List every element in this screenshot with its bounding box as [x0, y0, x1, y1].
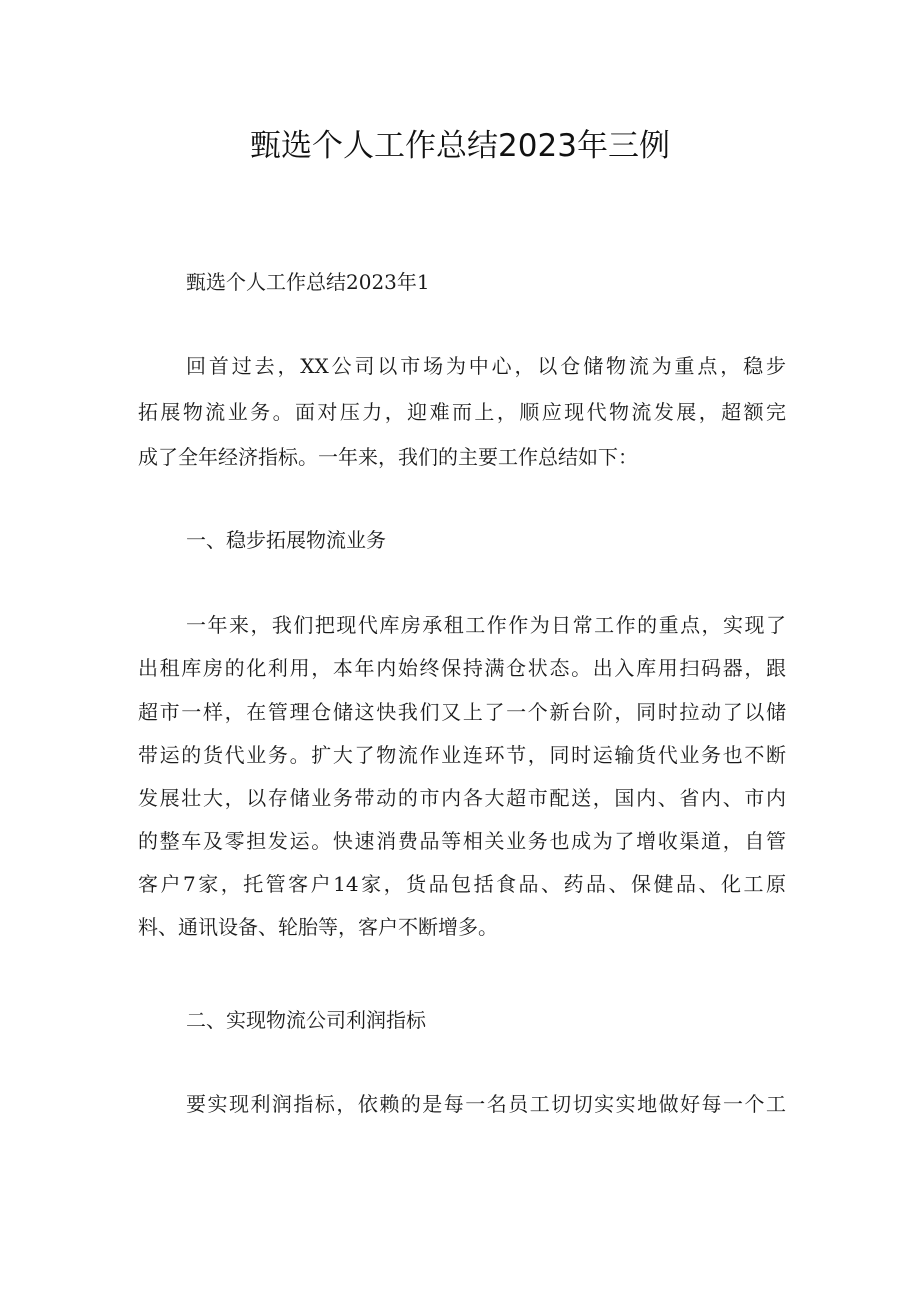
paragraph-line: 一年来，我们把现代库房承租工作作为日常工作的重点，实现了	[186, 613, 786, 637]
paragraph-line: 客户7家，托管客户14家，货品包括食品、药品、保健品、化工原	[138, 872, 786, 896]
page-title: 甄选个人工作总结2023年三例	[250, 128, 670, 164]
paragraph-line: 料、通讯设备、轮胎等，客户不断增多。	[138, 915, 498, 939]
section-heading: 二、实现物流公司利润指标	[186, 1008, 426, 1032]
paragraph-line: 拓展物流业务。面对压力，迎难而上，顺应现代物流发展，超额完	[138, 400, 786, 424]
section-heading: 一、稳步拓展物流业务	[186, 528, 386, 552]
paragraph-line: 成了全年经济指标。一年来，我们的主要工作总结如下：	[138, 445, 638, 469]
paragraph-line: 出租库房的化利用，本年内始终保持满仓状态。出入库用扫码器，跟	[138, 656, 786, 680]
paragraph-line: 带运的货代业务。扩大了物流作业连环节，同时运输货代业务也不断	[138, 743, 786, 767]
paragraph-line: 回首过去，XX公司以市场为中心，以仓储物流为重点，稳步	[186, 354, 786, 378]
paragraph-line: 超市一样，在管理仓储这快我们又上了一个新台阶，同时拉动了以储	[138, 700, 786, 724]
subtitle: 甄选个人工作总结2023年1	[186, 270, 430, 294]
paragraph-line: 的整车及零担发运。快速消费品等相关业务也成为了增收渠道，自管	[138, 829, 786, 853]
paragraph-line: 发展壮大，以存储业务带动的市内各大超市配送，国内、省内、市内	[138, 786, 786, 810]
paragraph-line: 要实现利润指标，依赖的是每一名员工切切实实地做好每一个工	[186, 1092, 786, 1116]
